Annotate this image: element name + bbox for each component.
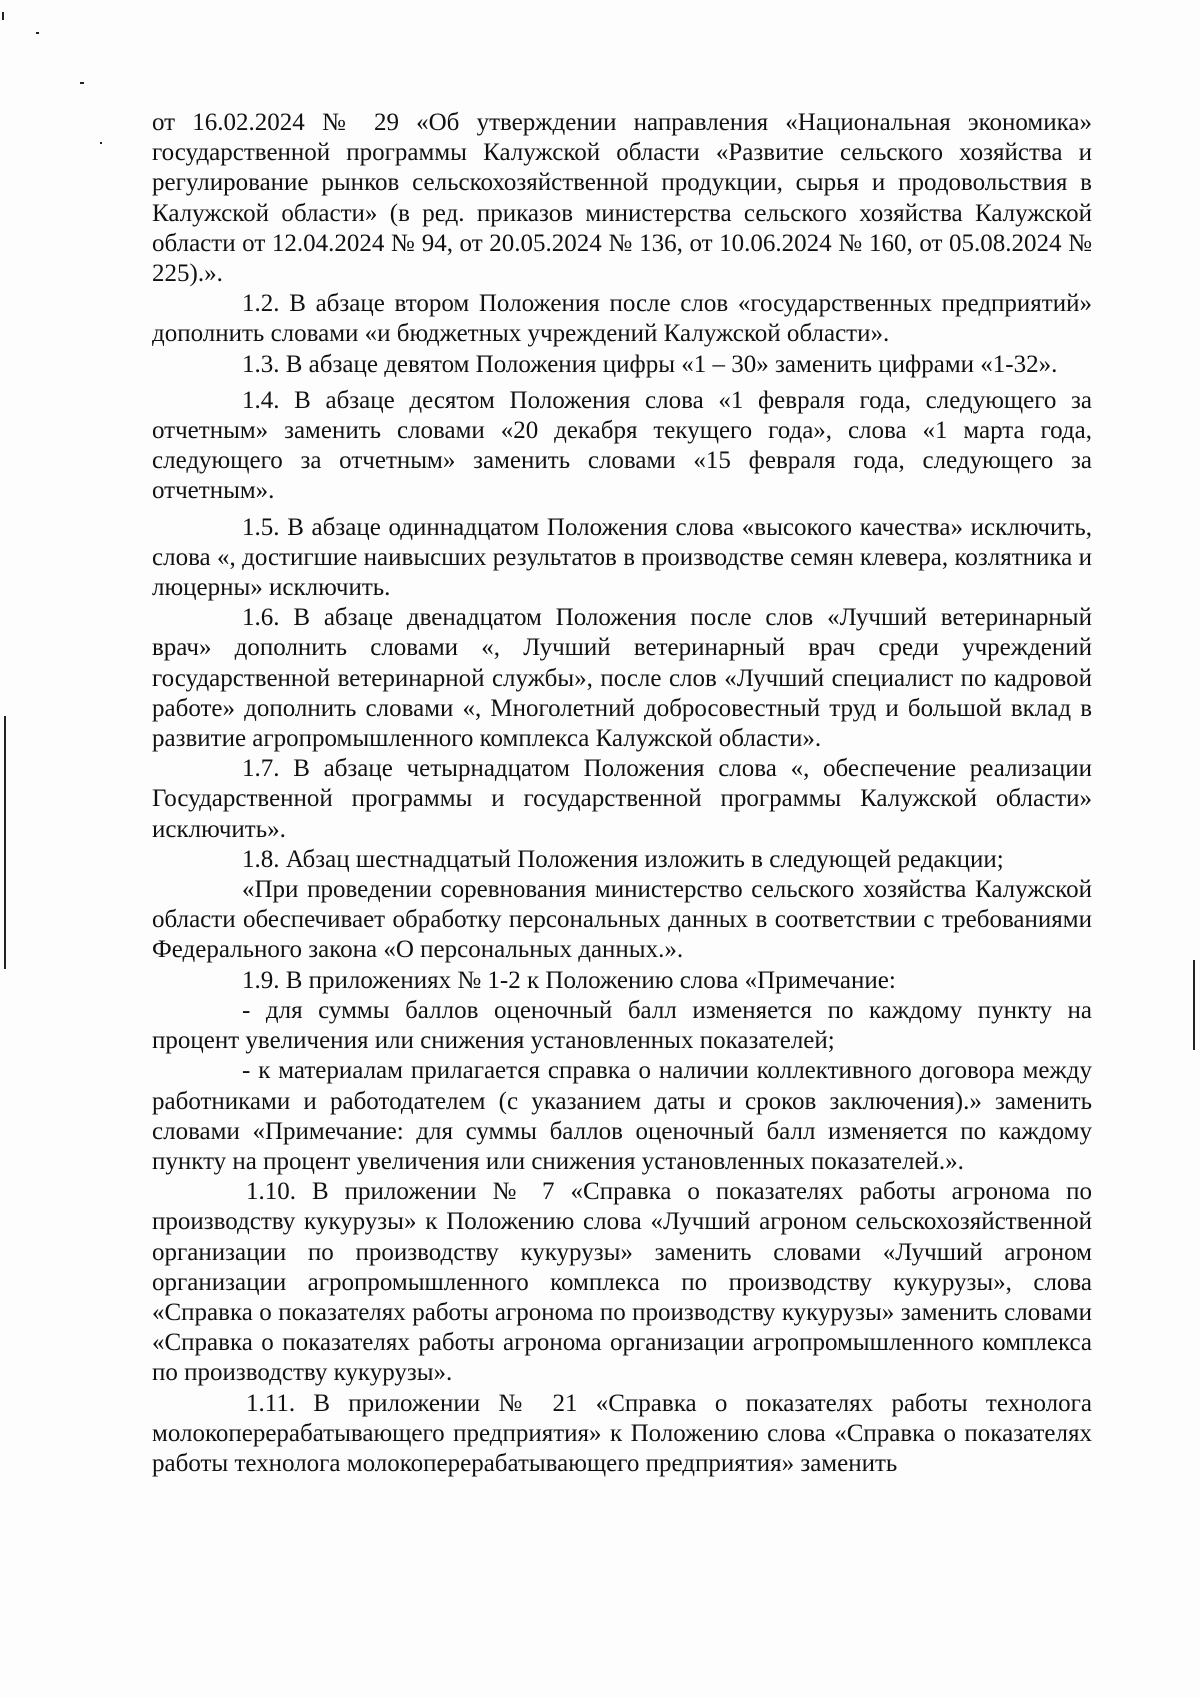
paragraph: - к материалам прилагается справка о наличии коллективного договора между работниками и работодателем (с указанием даты и сроков заключения).» заменить словами «Примечание: для суммы баллов оценочный балл изменяется по каждому пункту на процент увеличения или снижения установленных показателей.».	[152, 1057, 1092, 1175]
paragraph: 1.2. В абзаце втором Положения после слов «государственных предприятий» дополнить словами «и бюджетных учреждений Калужской области».	[152, 290, 1092, 348]
scan-artifact	[2, 12, 4, 20]
scan-artifact	[1193, 960, 1195, 1050]
paragraph: 1.4. В абзаце десятом Положения слова «1 февраля года, следующего за отчетным» заменить словами «20 декабря текущего года», слова «1 марта года, следующего за отчетным» заменить словами «15 февраля года, следующего за отчетным».	[152, 386, 1092, 505]
scan-artifact	[36, 32, 39, 34]
paragraph: «При проведении соревнования министерство сельского хозяйства Калужской области обеспечивает обработку персональных данных в соответствии с требованиями Федерального закона «О персональных данных.».	[152, 876, 1092, 964]
paragraph: 1.5. В абзаце одиннадцатом Положения слова «высокого качества» исключить, слова «, достигшие наивысших результатов в производстве семян клевера, козлятника и люцерны» исключить.	[152, 513, 1092, 602]
paragraph: 1.8. Абзац шестнадцатый Положения изложить в следующей редакции;	[242, 845, 1004, 873]
scan-artifact	[80, 82, 84, 84]
paragraph: - для суммы баллов оценочный балл изменяется по каждому пункту на процент увеличения или снижения установленных показателей;	[152, 996, 1092, 1055]
scan-artifact	[100, 142, 102, 144]
paragraph: 1.3. В абзаце девятом Положения цифры «1 – 30» заменить цифрами «1-32».	[242, 350, 1058, 378]
paragraph: 1.7. В абзаце четырнадцатом Положения слова «, обеспечение реализации Государственной программы и государственной программы Калужской области» исключить».	[152, 755, 1092, 843]
scan-artifact	[4, 716, 6, 969]
paragraph: 1.6. В абзаце двенадцатом Положения после слов «Лучший ветеринарный врач» дополнить словами «, Лучший ветеринарный врач среди учреждений государственной ветеринарной службы», после слов «Лучший специалист по кадровой работе» дополнить словами «, Многолетний добросовестный труд и большой вклад в развитие агропромышленного комплекса Калужской области».	[152, 604, 1092, 753]
document-body	[152, 108, 1092, 1479]
paragraph: 1.9. В приложениях № 1-2 к Положению слова «Примечание:	[242, 966, 896, 994]
paragraph: 1.10. В приложении № 7 «Справка о показателях работы агронома по производству кукурузы» к Положению слова «Лучший агроном сельскохозяйственной организации по производству кукурузы» заменить словами «Лучший агроном организации агропромышленного комплекса по производству кукурузы», слова «Справка о показателях работы агронома по производству кукурузы» заменить словами «Справка о показателях работы агронома организации агропромышленного комплекса по производству кукурузы».	[152, 1178, 1092, 1387]
paragraph: 1.11. В приложении № 21 «Справка о показателях работы технолога молокоперерабатывающего предприятия» к Положению слова «Справка о показателях работы технолога молокоперерабатывающего предприятия» заменить	[152, 1389, 1092, 1477]
paragraph: от 16.02.2024 № 29 «Об утверждении направления «Национальная экономика» государственной программы Калужской области «Развитие сельского хозяйства и регулирование рынков сельскохозяйственной продукции, сырья и продовольствия в Калужской области» (в ред. приказов министерства сельского хозяйства Калужской области от 12.04.2024 № 94, от 20.05.2024 № 136, от 10.06.2024 № 160, от 05.08.2024 № 225).».	[152, 109, 1092, 288]
